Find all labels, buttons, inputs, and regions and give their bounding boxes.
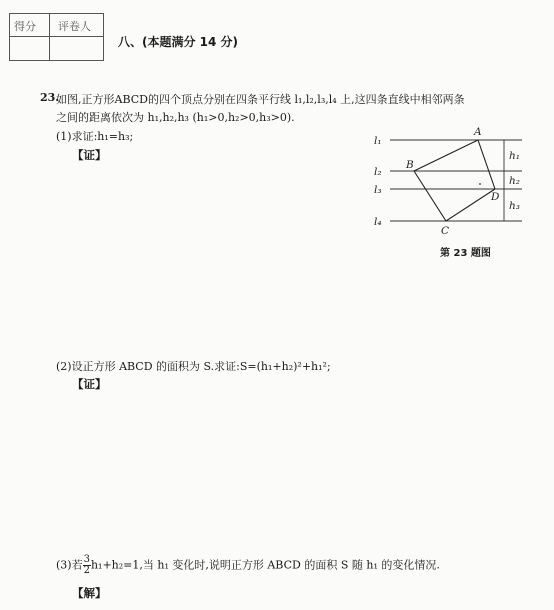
section-title: 八、(本题满分 14 分) — [118, 35, 239, 49]
part3-suffix: h₁+h₂=1,当 h₁ 变化时,说明正方形 ABCD 的面积 S 随 h₁ 的变化情况. — [90, 558, 440, 572]
figure-caption: 第 23 题图 — [440, 248, 491, 259]
label-l1: l₁ — [374, 135, 382, 147]
label-l2: l₂ — [374, 166, 382, 178]
question-line-2: 之间的距离依次为 h₁,h₂,h₃ (h₁>0,h₂>0,h₃>0). — [56, 111, 295, 124]
label-h1: h₁ — [509, 150, 520, 162]
part3-text — [56, 555, 440, 576]
figure-dot — [479, 183, 481, 185]
part1-text: (1)求证:h₁=h₃; — [56, 130, 134, 143]
question-line-1: 如图,正方形ABCD的四个顶点分别在四条平行线 l₁,l₂,l₃,l₄ 上,这四条直线中相邻两条 — [56, 93, 465, 106]
figure-23 — [370, 120, 546, 240]
score-label: 得分 — [14, 20, 36, 33]
vertex-d: D — [491, 191, 500, 203]
part3-prefix: (3)若 — [56, 558, 83, 572]
part1-answer-label: 【证】 — [72, 148, 107, 162]
vertex-c: C — [441, 225, 450, 237]
score-box-divider — [49, 14, 50, 60]
label-l3: l₃ — [374, 184, 382, 196]
square-abcd — [414, 140, 495, 221]
part3-answer-label: 【解】 — [72, 586, 107, 600]
fraction-denominator: 2 — [83, 565, 90, 576]
label-l4: l₄ — [374, 216, 382, 228]
fraction-three-halves — [83, 555, 91, 576]
score-box — [9, 13, 104, 61]
label-h2: h₂ — [509, 175, 520, 187]
grader-label: 评卷人 — [58, 20, 91, 33]
vertex-a: A — [474, 126, 482, 138]
part2-text: (2)设正方形 ABCD 的面积为 S.求证:S=(h₁+h₂)²+h₁²; — [56, 360, 331, 373]
question-number: 23. — [40, 91, 60, 104]
fraction-numerator: 3 — [83, 554, 90, 565]
label-h3: h₃ — [509, 200, 520, 212]
vertex-b: B — [406, 159, 414, 171]
part2-answer-label: 【证】 — [72, 377, 107, 391]
